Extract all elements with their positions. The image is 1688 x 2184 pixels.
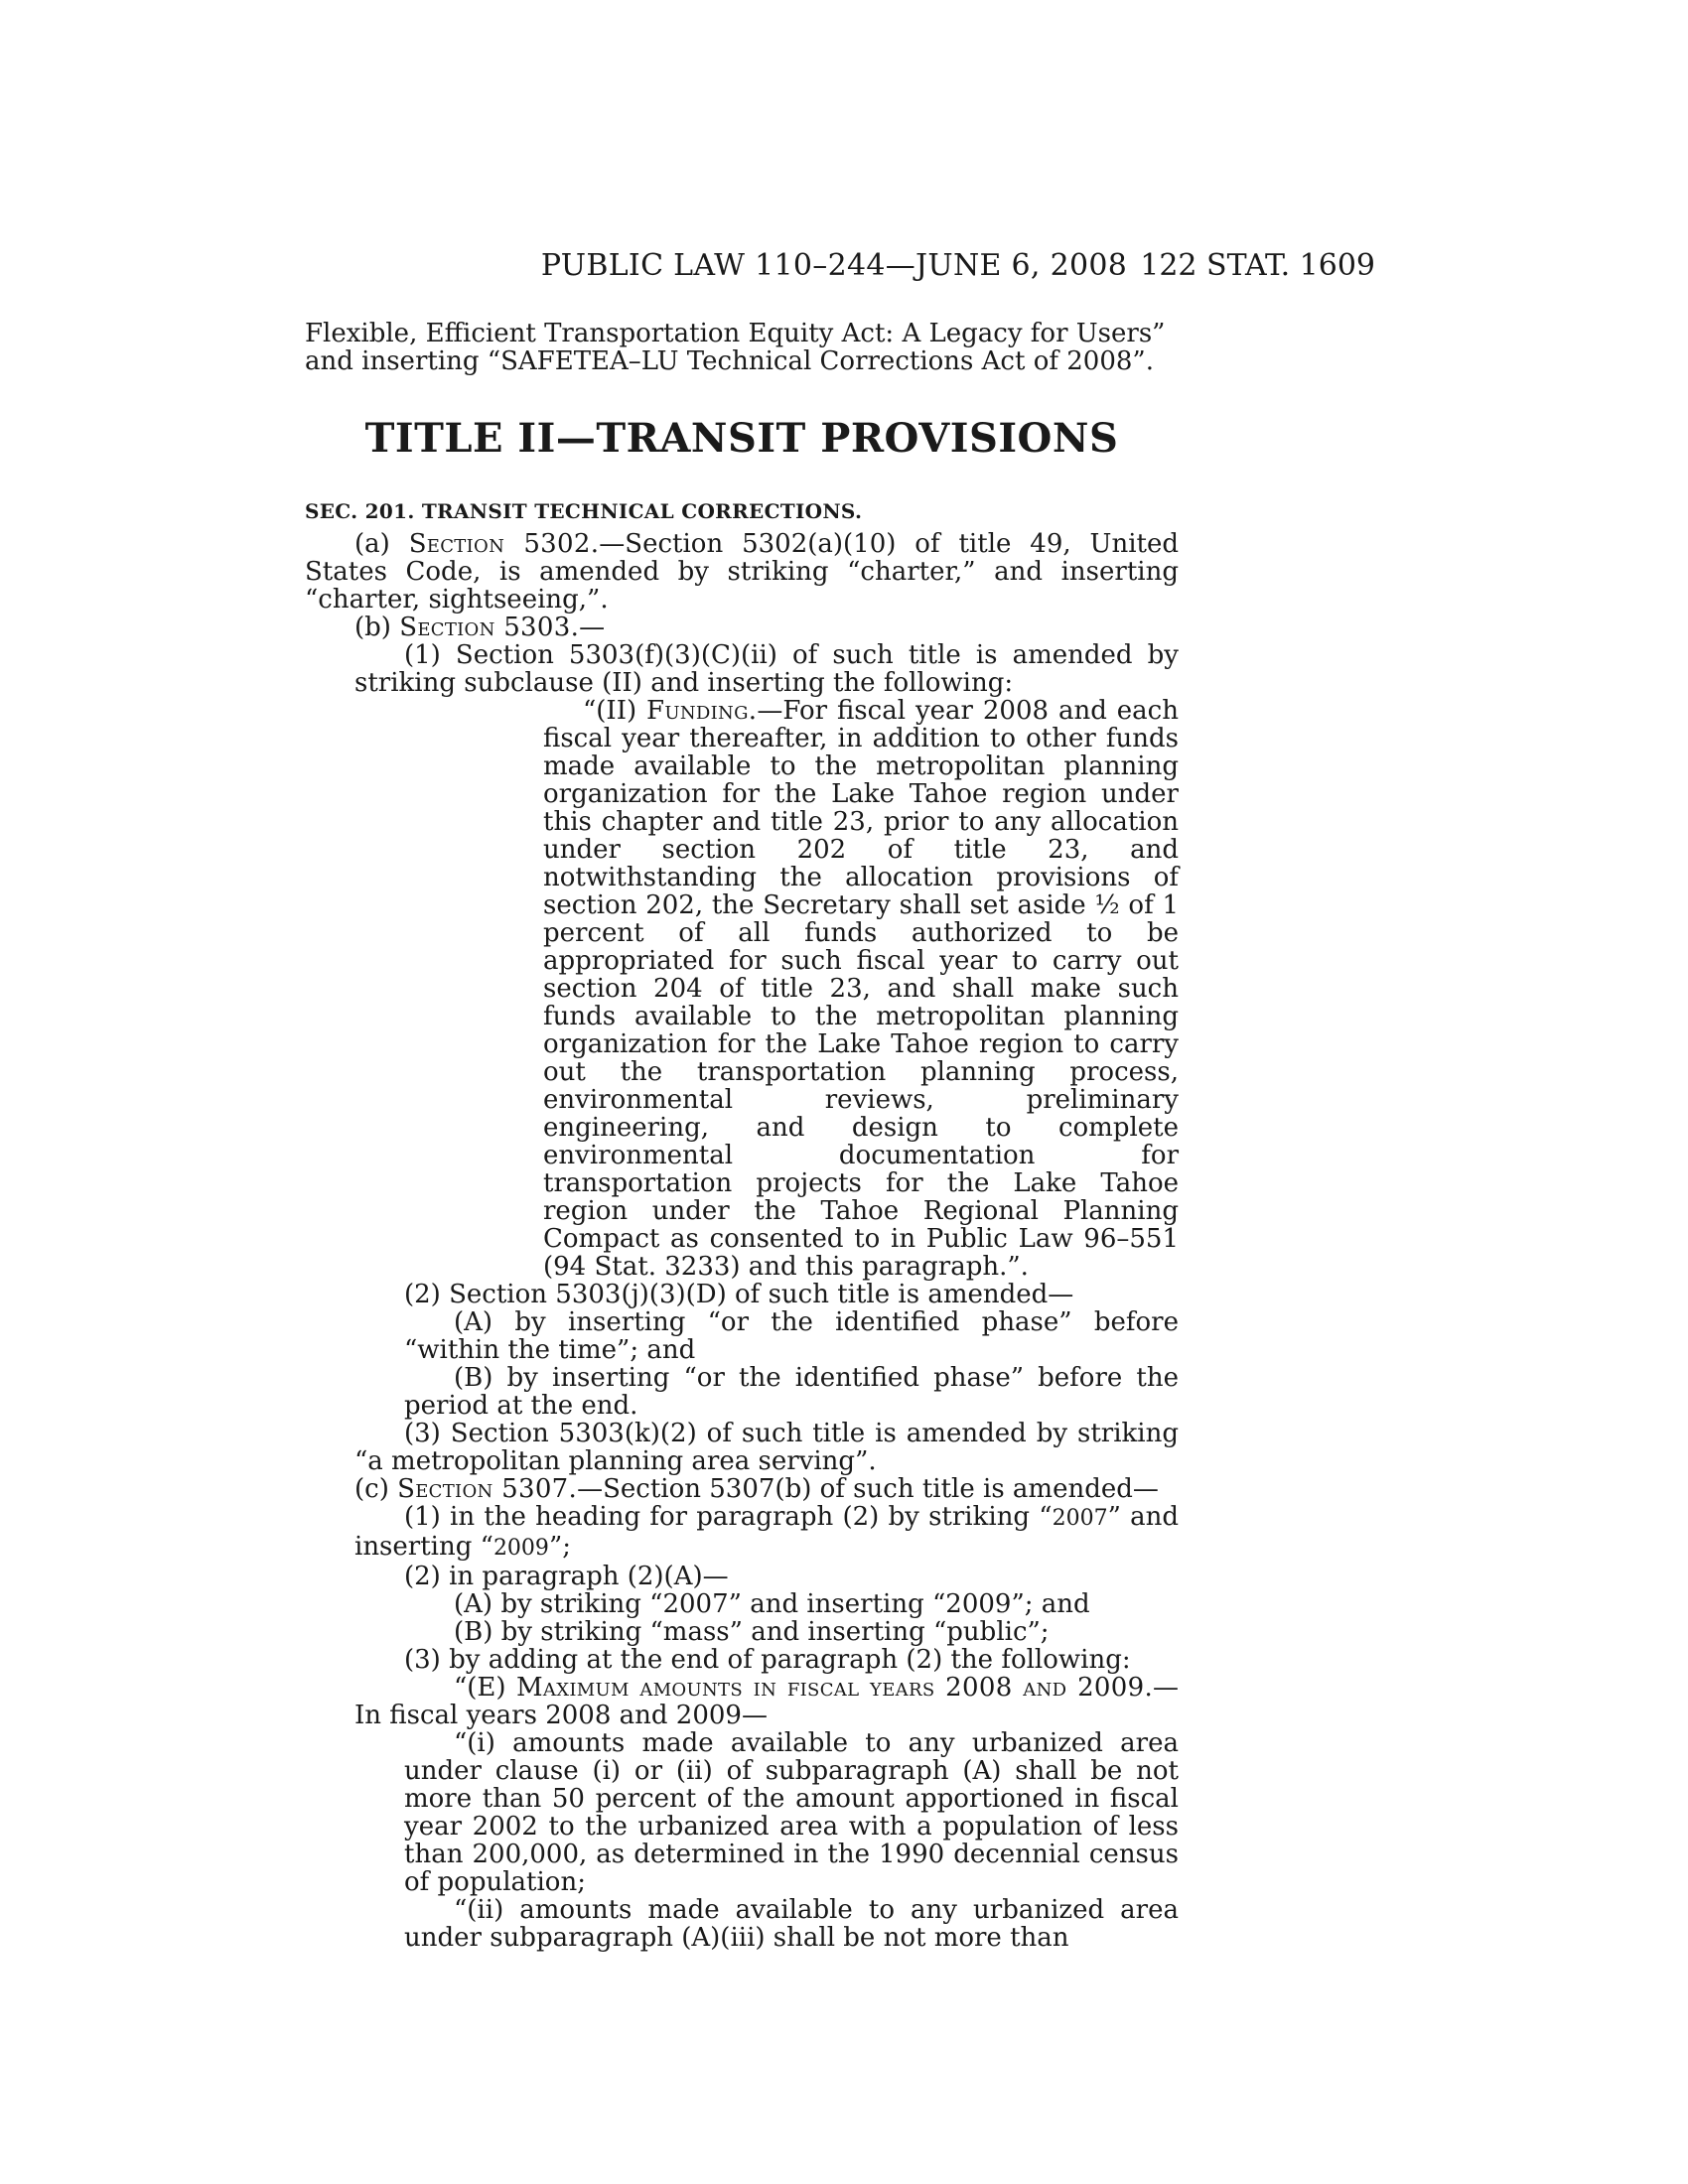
subsection-a-label: (a) [354,529,409,559]
paragraph-c1 [354,1503,1179,1563]
quoted-subclause-label: “(II) [583,696,647,726]
subsection-a-text: —Section 5302(a)(10) of title 49, United States Code, is amended by striking “charter,” and inserting “charter, sightseeing,”. [305,529,1179,614]
subsection-a [305,530,1179,614]
paragraph-b2-A: (A) by inserting “or the identified phase” before “within the time”; and [404,1307,1179,1365]
subsection-c-text: —Section 5307(b) of such title is amended— [577,1474,1159,1504]
public-law-citation: PUBLIC LAW 110–244—JUNE 6, 2008 [540,248,1128,283]
quoted-subparagraph-E [354,1674,1179,1729]
intro-line-2: and inserting “SAFETEA–LU Technical Corrections Act of 2008”. [305,346,1154,376]
paragraph-b2: (2) Section 5303(j)(3)(D) of such title is amended— [404,1280,1074,1309]
subsection-b-heading: Section 5303. [399,613,580,642]
statute-page-number: 122 STAT. 1609 [1140,248,1375,283]
subsection-c [305,1475,1179,1503]
paragraph-b3: (3) Section 5303(k)(2) of such title is amended by striking “a metropolitan planning area serving”. [354,1419,1179,1476]
paragraph-b1: (1) Section 5303(f)(3)(C)(ii) of such title is amended by striking subclause (II) and inserting the following: [354,640,1179,698]
paragraph-c1-year-inserted: 2009 [492,1536,549,1561]
subsection-b-dash: — [579,613,606,642]
intro-line-1: Flexible, Efficient Transportation Equity Act: A Legacy for Users” [305,319,1166,348]
quoted-subclause-text: —For fiscal year 2008 and each fiscal year thereafter, in addition to other funds made available to the metropolitan planning organization for the Lake Tahoe region under this chapter and title 23, prior to any allocation under section 202 of title 23, and notwithstanding the allocation provisions of section 202, the Secretary shall set aside ½ of 1 percent of all funds authorized to be appropriated for such fiscal year to carry out section 204 of title 23, and shall make such funds available to the metropolitan planning organization for the Lake Tahoe region to carry out the transportation planning process, environmental reviews, preliminary engineering, and design to complete environmental documentation for transportation projects for the Lake Tahoe region under the Tahoe Regional Planning Compact as consented to in Public Law 96–551 (94 Stat. 3233) and this paragraph.”. [543,696,1179,1282]
paragraph-c1-text-c: ”; [548,1532,571,1562]
quoted-clause-ii: “(ii) amounts made available to any urbanized area under subparagraph (A)(iii) shall be not more than [404,1895,1179,1953]
paragraph-c1-text-a: (1) in the heading for paragraph (2) by striking “ [404,1502,1053,1532]
paragraph-b2-B: (B) by inserting “or the identified phase” before the period at the end. [404,1363,1179,1421]
subsection-a-heading: Section 5302. [408,529,600,559]
paragraph-c3: (3) by adding at the end of paragraph (2) the following: [404,1645,1131,1675]
paragraph-c1-year-struck: 2007 [1052,1506,1108,1531]
quoted-subclause-funding [543,697,1179,1281]
quoted-subparagraph-E-heading: Maximum amounts in fiscal years 2008 and 2009. [516,1673,1154,1703]
quoted-subclause-heading: Funding. [646,696,758,726]
paragraph-c2-A: (A) by striking “2007” and inserting “2009”; and [454,1589,1090,1619]
quoted-subparagraph-E-text: —In fiscal years 2008 and 2009— [354,1673,1180,1730]
document-body [305,320,1179,1952]
quoted-subparagraph-E-label: “(E) [454,1673,516,1703]
subsection-b [305,614,1179,641]
quoted-clause-i: “(i) amounts made available to any urbanized area under clause (i) or (ii) of subparagraph (A) shall be not more than 50 percent of the amount apportioned in fiscal year 2002 to the urbanized area with a population of less than 200,000, as determined in the 1990 decennial census of population; [404,1728,1179,1897]
title-heading: TITLE II—TRANSIT PROVISIONS [364,415,1119,462]
section-heading: SEC. 201. TRANSIT TECHNICAL CORRECTIONS. [305,499,863,523]
subsection-c-heading: Section 5307. [397,1474,578,1504]
paragraph-c2-B: (B) by striking “mass” and inserting “public”; [454,1617,1050,1647]
subsection-c-label: (c) [354,1474,398,1504]
paragraph-c1-text-b: ” and inserting “ [354,1502,1179,1562]
paragraph-c2: (2) in paragraph (2)(A)— [404,1562,729,1591]
subsection-b-label: (b) [354,613,400,642]
